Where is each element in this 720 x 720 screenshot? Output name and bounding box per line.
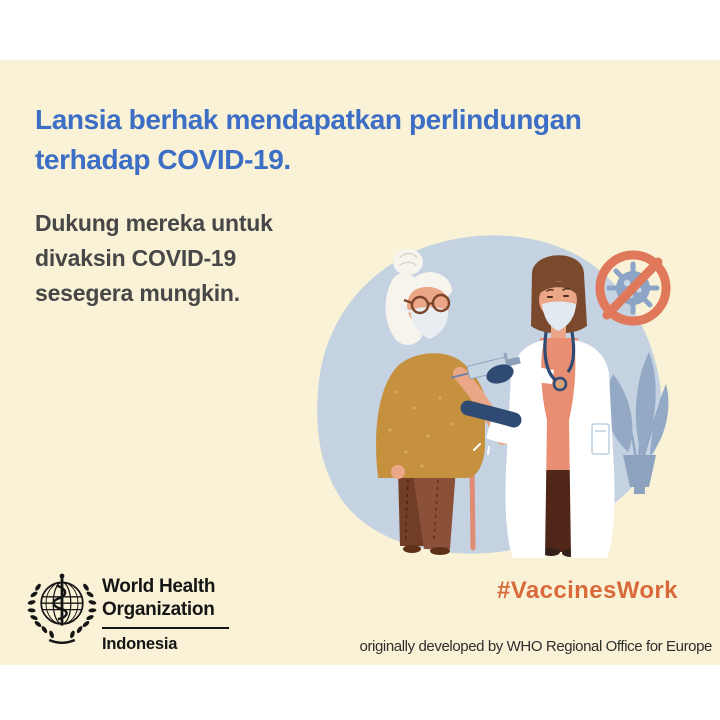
who-emblem-logo bbox=[22, 566, 102, 650]
subheadline-line1: Dukung mereka untuk bbox=[35, 210, 273, 236]
who-org-line1: World Health bbox=[102, 576, 216, 597]
coat-pocket bbox=[592, 424, 609, 454]
headline-line2: terhadap COVID-19. bbox=[35, 144, 291, 175]
credit-line: originally developed by WHO Regional Office for Europe bbox=[359, 638, 712, 655]
subheadline bbox=[35, 206, 335, 311]
subheadline-line3: sesegera mungkin. bbox=[35, 280, 240, 306]
wreath-base bbox=[49, 640, 75, 643]
subheadline-line2: divaksin COVID-19 bbox=[35, 245, 237, 271]
headline-line1: Lansia berhak mendapatkan perlindungan bbox=[35, 104, 582, 135]
no-virus-icon bbox=[600, 255, 666, 321]
who-logo-text bbox=[102, 576, 229, 654]
vaccines-work-hashtag: #VaccinesWork bbox=[497, 577, 678, 604]
who-org-line2: Organization bbox=[102, 598, 215, 620]
who-country-label: Indonesia bbox=[102, 635, 178, 653]
who-logo-rule bbox=[102, 627, 229, 629]
vaccination-illustration bbox=[310, 230, 700, 565]
headline bbox=[35, 100, 655, 180]
